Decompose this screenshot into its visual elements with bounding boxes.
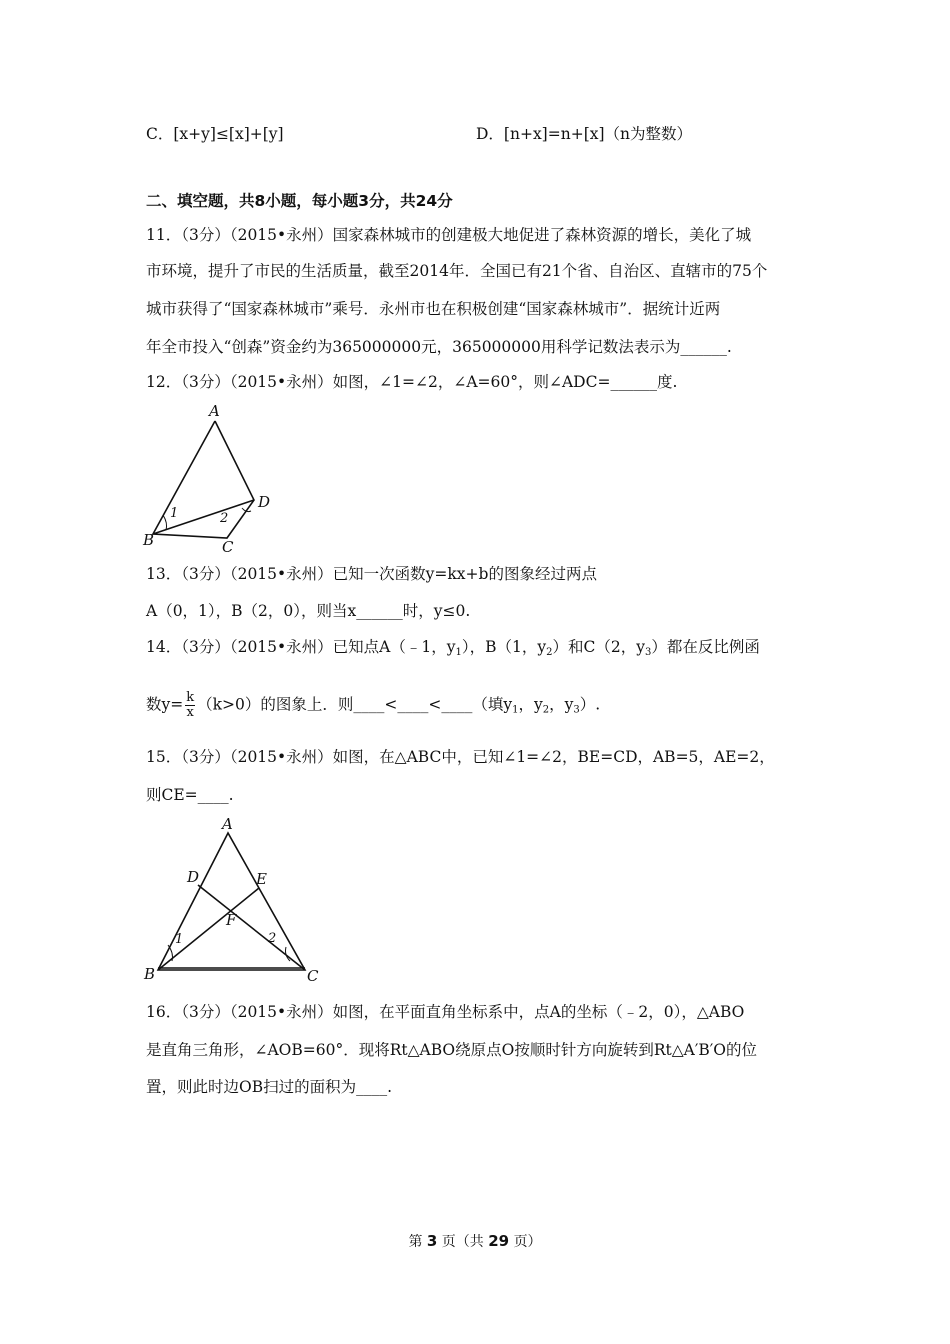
q14-line-2: 数y= $\frac{k}{x}$ （k>0）的图象上．则____<____<____（填$y_1$，$y_2$，$y_3$）. — [146, 690, 601, 720]
q15-line-1: 15．（3分）（2015•永州）如图，在△ABC中，已知∠1=∠2，BE=CD，AB=5，AE=2， — [146, 748, 775, 766]
option-c: C．[x+y]≤[x]+[y] — [146, 125, 284, 143]
page-footer: 第 3 页（共 29 页） — [408, 1232, 542, 1250]
fig12-label-c: C — [222, 538, 234, 556]
q11-line-2: 市环境，提升了市民的生活质量，截至2014年．全国已有21个省、自治区、直辖市的75个 — [146, 262, 768, 280]
fig15-label-f: F — [226, 911, 237, 929]
q11-line-1: 11．（3分）（2015•永州）国家森林城市的创建极大地促进了森林资源的增长，美化了城 — [146, 226, 752, 244]
page-total: 29 — [488, 1232, 510, 1250]
fig15-angle-2: 2 — [268, 931, 277, 946]
q16-line-2: 是直角三角形，∠AOB=60°．现将Rt△ABO绕原点O按顺时针方向旋转到Rt△A′B′O的位 — [146, 1041, 757, 1059]
fig12-label-b: B — [143, 531, 155, 549]
q11-line-4: 年全市投入“创森”资金约为365000000元，365000000用科学记数法表示为______. — [146, 338, 732, 356]
fig12-label-a: A — [209, 402, 220, 420]
q13-line-2: A（0，1），B（2，0），则当x______时，y≤0. — [146, 602, 471, 620]
fraction-k-over-x: $\frac{k}{x}$ — [186, 690, 195, 720]
figure-15 — [140, 815, 330, 990]
figure-12 — [140, 400, 290, 560]
fig12-angle-1: 1 — [170, 506, 179, 521]
fig12-angle-2: 2 — [220, 511, 229, 526]
q14-line-1: 14．（3分）（2015•永州）已知点A（﹣1，$y_1$），B（1，$y_2$）和C（2，$y_3$）都在反比例函 — [146, 638, 760, 658]
fig15-label-c: C — [307, 967, 319, 985]
fig12-label-d: D — [258, 493, 271, 511]
fig15-angle-1: 1 — [175, 932, 184, 947]
q15-line-2: 则CE=____. — [146, 786, 234, 804]
q16-line-3: 置，则此时边OB扫过的面积为____. — [146, 1078, 393, 1096]
q12-line-1: 12．（3分）（2015•永州）如图，∠1=∠2，∠A=60°，则∠ADC=______度. — [146, 373, 678, 391]
fig15-label-d: D — [187, 868, 200, 886]
page-number: 3 — [426, 1232, 438, 1250]
q11-line-3: 城市获得了“国家森林城市”乘号．永州市也在积极创建“国家森林城市”．据统计近两 — [146, 300, 721, 318]
option-d: D．[n+x]=n+[x]（n为整数） — [476, 125, 693, 143]
section-heading: 二、填空题，共8小题，每小题3分，共24分 — [146, 192, 453, 210]
fig15-label-e: E — [256, 870, 267, 888]
fig15-label-a: A — [222, 815, 233, 833]
fig15-label-b: B — [144, 965, 156, 983]
q16-line-1: 16．（3分）（2015•永州）如图，在平面直角坐标系中，点A的坐标（﹣2，0），△ABO — [146, 1003, 745, 1021]
q13-line-1: 13．（3分）（2015•永州）已知一次函数y=kx+b的图象经过两点 — [146, 565, 597, 583]
